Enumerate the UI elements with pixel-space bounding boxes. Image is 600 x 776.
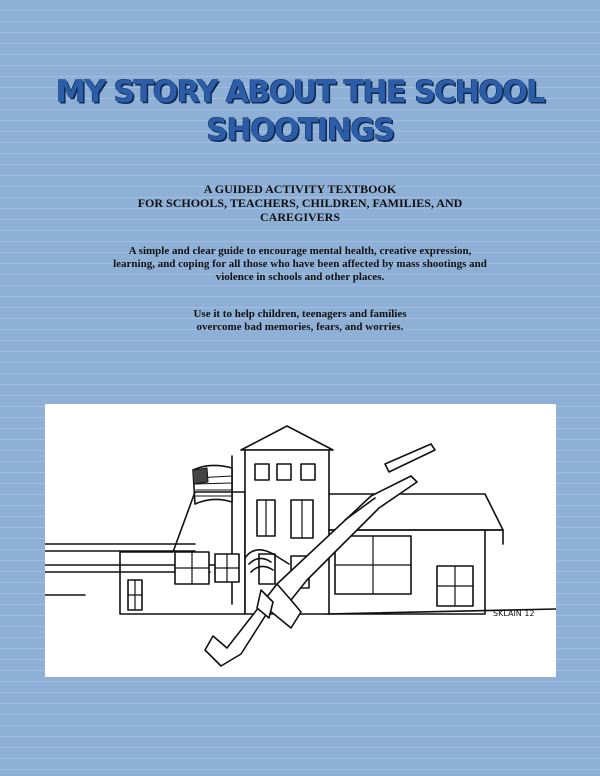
usage-note-line-1: Use it to help children, teenagers and families — [193, 308, 407, 320]
school-rifle-illustration — [45, 404, 556, 677]
book-description-line-1: A simple and clear guide to encourage mental health, creative expression, — [128, 245, 472, 257]
book-subtitle-line-2: FOR SCHOOLS, TEACHERS, CHILDREN, FAMILIES, AND — [137, 196, 463, 210]
usage-note — [0, 308, 600, 334]
book-title-line-2: SHOOTINGS — [206, 113, 394, 148]
book-description-line-2: learning, and coping for all those who have been affected by mass shootings and — [113, 258, 487, 270]
book-description — [0, 245, 600, 284]
usage-note-line-2: overcome bad memories, fears, and worries. — [196, 321, 404, 333]
book-title — [0, 74, 600, 150]
artist-signature: SKLAIN 12 — [493, 609, 535, 618]
book-subtitle — [0, 182, 600, 224]
book-title-line-1: MY STORY ABOUT THE SCHOOL — [56, 75, 544, 110]
left-wing-building — [120, 492, 245, 614]
book-description-line-3: violence in schools and other places. — [215, 271, 385, 283]
book-subtitle-line-3: CAREGIVERS — [259, 210, 340, 224]
book-subtitle-line-1: A GUIDED ACTIVITY TEXTBOOK — [203, 182, 397, 196]
